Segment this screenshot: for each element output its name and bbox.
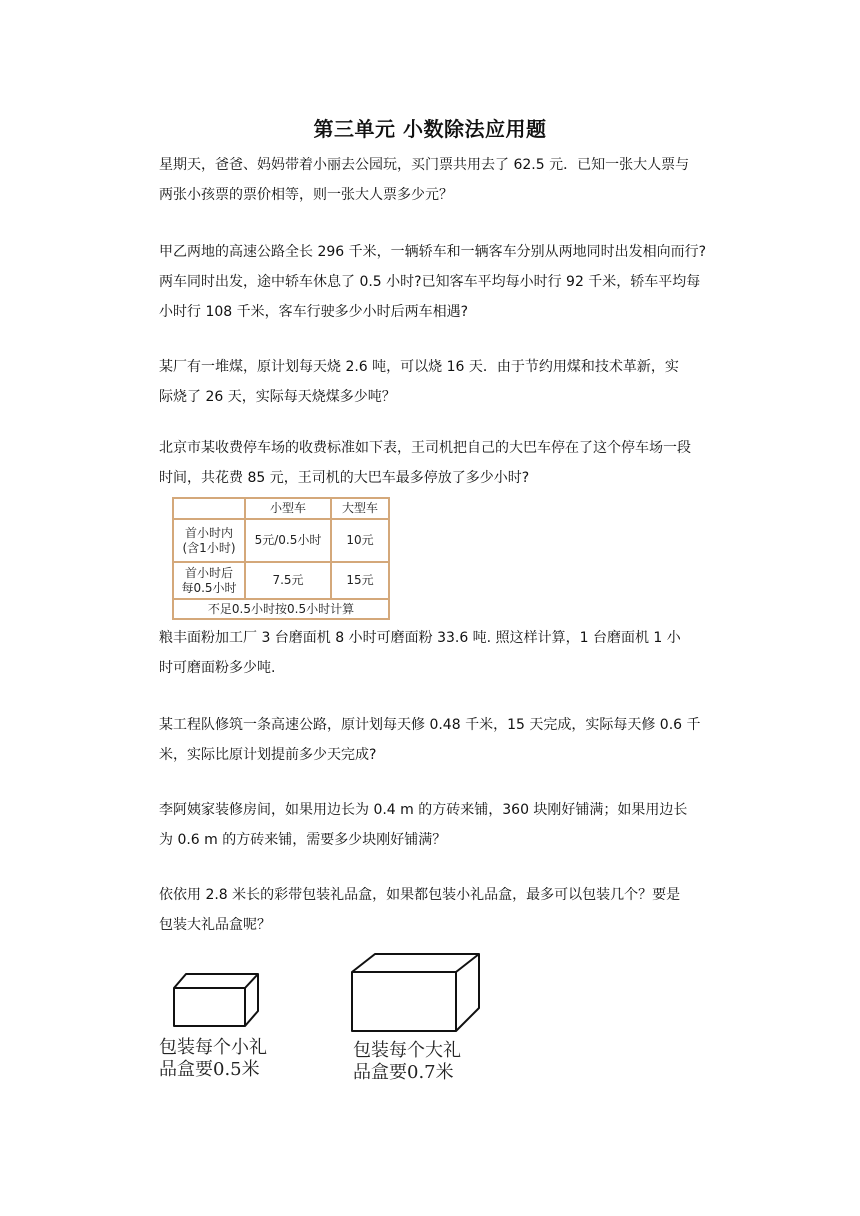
fee-table-row-after-first-hour bbox=[173, 562, 389, 599]
question-8-line-2: 包装大礼品盒呢？ bbox=[159, 917, 271, 933]
gift-boxes-illustration bbox=[150, 945, 510, 1037]
question-7-line-1: 李阿姨家装修房间，如果用边长为 0.4 m 的方砖来铺，360 块刚好铺满；如果用边长 bbox=[159, 802, 688, 818]
fee-table-row1-label bbox=[173, 519, 245, 562]
large-box-caption-line-2: 品盒要0.7米 bbox=[353, 1062, 454, 1083]
question-3 bbox=[159, 352, 734, 412]
fee-table-header-small: 小型车 bbox=[245, 498, 331, 519]
fee-table-row1-label-line-2: (含1小时) bbox=[182, 540, 236, 555]
question-6-line-2: 米，实际比原计划提前多少天完成? bbox=[159, 747, 377, 763]
fee-table-header-row bbox=[173, 498, 389, 519]
question-7 bbox=[159, 795, 734, 855]
fee-table-row1-large: 10元 bbox=[331, 519, 389, 562]
large-gift-box-drawing bbox=[352, 954, 479, 1031]
fee-table-note-row bbox=[173, 599, 389, 619]
question-1 bbox=[159, 150, 734, 210]
question-5 bbox=[159, 623, 734, 683]
fee-table-row2-large: 15元 bbox=[331, 562, 389, 599]
small-gift-box-drawing bbox=[174, 974, 258, 1026]
question-2 bbox=[159, 237, 734, 327]
small-box-caption-line-1: 包装每个小礼 bbox=[159, 1037, 267, 1058]
question-8-line-1: 依依用 2.8 米长的彩带包装礼品盒，如果都包装小礼品盒，最多可以包装几个？要是 bbox=[159, 887, 681, 903]
question-5-line-1: 粮丰面粉加工厂 3 台磨面机 8 小时可磨面粉 33.6 吨. 照这样计算，1 台磨面机 1 小 bbox=[159, 630, 681, 646]
fee-table-row2-label-line-2: 每0.5小时 bbox=[181, 580, 237, 595]
question-1-line-1: 星期天，爸爸、妈妈带着小丽去公园玩，买门票共用去了 62.5 元．已知一张大人票与 bbox=[159, 157, 690, 173]
fee-table-corner-cell bbox=[173, 498, 245, 519]
question-2-line-2: 两车同时出发，途中轿车休息了 0.5 小时?已知客车平均每小时行 92 千米，轿车平均每 bbox=[159, 274, 701, 290]
question-2-line-3: 小时行 108 千米，客车行驶多少小时后两车相遇? bbox=[159, 304, 469, 320]
question-2-line-1: 甲乙两地的高速公路全长 296 千米，一辆轿车和一辆客车分别从两地同时出发相向而行? bbox=[159, 244, 707, 260]
question-6-line-1: 某工程队修筑一条高速公路，原计划每天修 0.48 千米，15 天完成，实际每天修 0.6 千 bbox=[159, 717, 701, 733]
question-3-line-1: 某厂有一堆煤，原计划每天烧 2.6 吨，可以烧 16 天．由于节约用煤和技术革新，实 bbox=[159, 359, 679, 375]
question-7-line-2: 为 0.6 m 的方砖来铺，需要多少块刚好铺满？ bbox=[159, 832, 447, 848]
question-1-line-2: 两张小孩票的票价相等，则一张大人票多少元？ bbox=[159, 187, 453, 203]
question-3-line-2: 际烧了 26 天，实际每天烧煤多少吨？ bbox=[159, 389, 396, 405]
question-4 bbox=[159, 433, 734, 493]
question-5-line-2: 时可磨面粉多少吨. bbox=[159, 660, 276, 676]
fee-table-row2-small: 7.5元 bbox=[245, 562, 331, 599]
fee-table-row1-small: 5元/0.5小时 bbox=[245, 519, 331, 562]
fee-table-row2-label bbox=[173, 562, 245, 599]
parking-fee-table bbox=[172, 497, 390, 620]
question-4-line-2: 时间，共花费 85 元，王司机的大巴车最多停放了多少小时? bbox=[159, 470, 530, 486]
question-4-line-1: 北京市某收费停车场的收费标准如下表，王司机把自己的大巴车停在了这个停车场一段 bbox=[159, 440, 691, 456]
fee-table-row1-label-line-1: 首小时内 bbox=[184, 525, 233, 540]
question-6 bbox=[159, 710, 734, 770]
large-box-caption-line-1: 包装每个大礼 bbox=[353, 1040, 461, 1061]
question-8 bbox=[159, 880, 734, 940]
large-box-caption bbox=[353, 1040, 461, 1084]
fee-table-note: 不足0.5小时按0.5小时计算 bbox=[173, 599, 389, 619]
fee-table-row-first-hour bbox=[173, 519, 389, 562]
small-box-caption bbox=[159, 1037, 267, 1081]
fee-table-header-large: 大型车 bbox=[331, 498, 389, 519]
page-title: 第三单元 小数除法应用题 bbox=[313, 117, 547, 141]
fee-table-row2-label-line-1: 首小时后 bbox=[184, 565, 233, 580]
small-box-caption-line-2: 品盒要0.5米 bbox=[159, 1059, 260, 1080]
